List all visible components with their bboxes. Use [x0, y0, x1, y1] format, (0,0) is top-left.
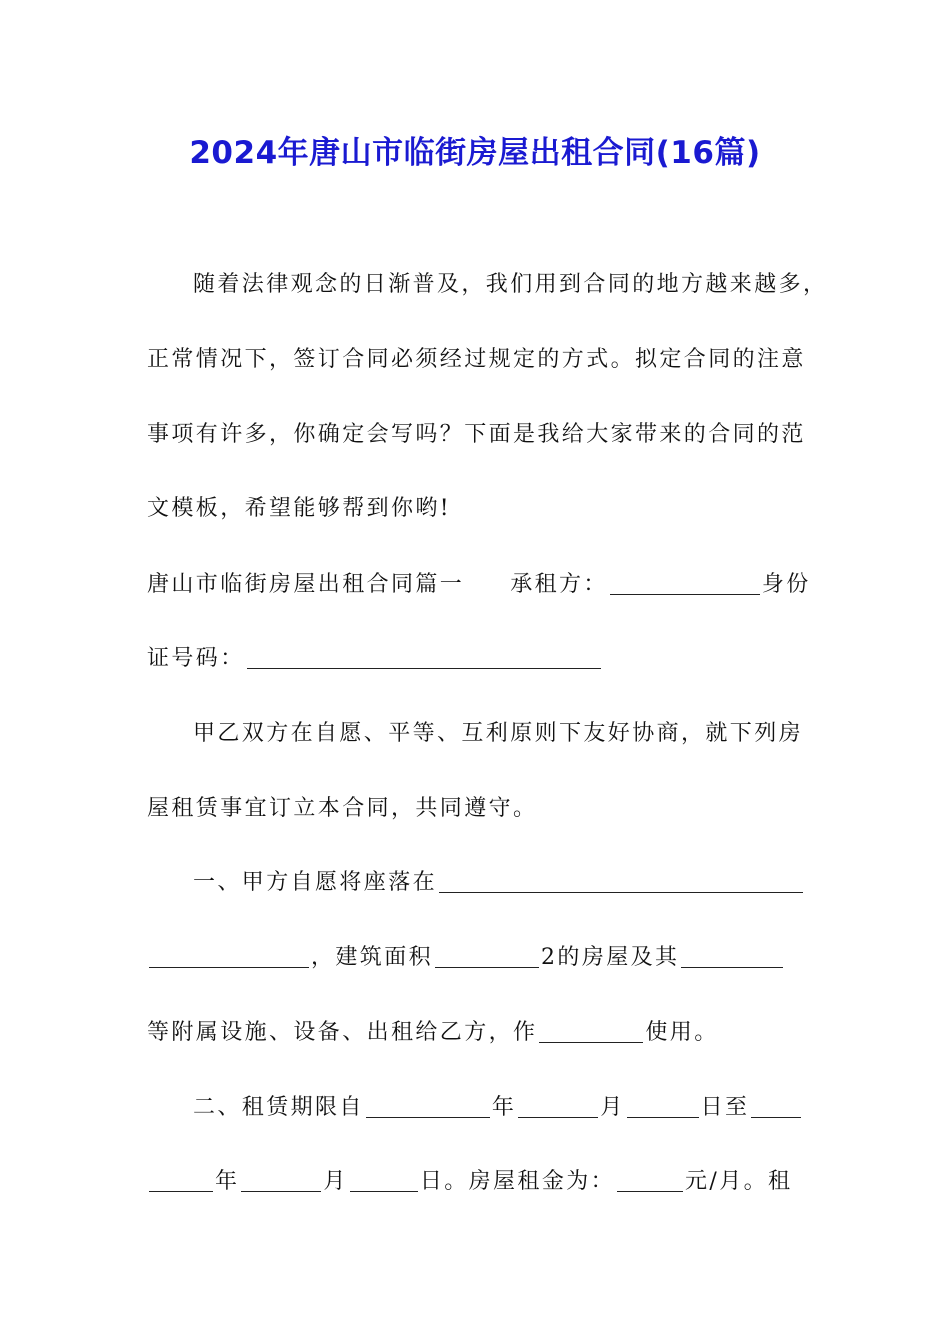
end-year-blank-cont[interactable]: [149, 1171, 213, 1192]
end-day-blank[interactable]: [350, 1171, 418, 1192]
location-blank[interactable]: [439, 872, 803, 893]
clause1-c: 2的房屋及其: [541, 945, 680, 970]
intro-line-1: 随着法律观念的日渐普及，我们用到合同的地方越来越多，: [193, 272, 828, 297]
section-heading: 唐山市临街房屋出租合同篇一: [147, 572, 465, 597]
intro-line-2: 正常情况下，签订合同必须经过规定的方式。拟定合同的注意: [147, 347, 806, 372]
start-year-blank[interactable]: [366, 1097, 490, 1118]
clause2-month-1: 月: [600, 1095, 625, 1120]
para1-line-1: 甲乙双方在自愿、平等、互利原则下友好协商，就下列房: [193, 721, 804, 746]
usage-blank[interactable]: [539, 1022, 643, 1043]
clause1-a: 一、甲方自愿将座落在: [193, 870, 438, 895]
clause1-b: ，建筑面积: [311, 945, 434, 970]
document-title: 2024年唐山市临街房屋出租合同(16篇): [189, 135, 761, 171]
clause1-line-3: [147, 1015, 807, 1051]
id-label-b: 证号码：: [147, 646, 245, 671]
id-number-blank[interactable]: [247, 648, 601, 669]
clause2-unit: 元/月。租: [685, 1169, 793, 1194]
end-year-blank[interactable]: [751, 1097, 801, 1118]
clause1-line-1: [193, 865, 807, 901]
intro-line-3: 事项有许多，你确定会写吗？下面是我给大家带来的合同的范: [147, 422, 806, 447]
para1-line-2: 屋租赁事宜订立本合同，共同遵守。: [147, 796, 538, 821]
clause1-e: 使用。: [645, 1020, 719, 1045]
clause2-day-end: 日。房屋租金为：: [419, 1169, 616, 1194]
start-month-blank[interactable]: [518, 1097, 598, 1118]
area-blank[interactable]: [435, 947, 539, 968]
section-heading-line: [147, 567, 811, 603]
clause2-line-1: [193, 1090, 807, 1126]
start-day-blank[interactable]: [627, 1097, 699, 1118]
id-number-line: [147, 641, 807, 677]
facilities-blank[interactable]: [681, 947, 783, 968]
clause2-line-2: [147, 1164, 807, 1200]
tenant-label: 承租方：: [510, 572, 608, 597]
clause1-line-2: [147, 940, 807, 976]
end-month-blank[interactable]: [241, 1171, 321, 1192]
clause2-year-1: 年: [491, 1095, 517, 1120]
clause2-year-2: 年: [215, 1169, 240, 1194]
clause2-a: 二、租赁期限自: [193, 1095, 364, 1120]
clause2-month-2: 月: [323, 1169, 348, 1194]
intro-line-4: 文模板，希望能够帮到你哟!: [147, 496, 452, 521]
clause2-day-to: 日至: [700, 1095, 750, 1120]
clause1-d: 等附属设施、设备、出租给乙方，作: [147, 1020, 538, 1045]
id-label-a: 身份: [761, 572, 811, 597]
location-blank-cont[interactable]: [149, 947, 309, 968]
tenant-blank[interactable]: [610, 574, 760, 595]
rent-blank[interactable]: [617, 1171, 683, 1192]
